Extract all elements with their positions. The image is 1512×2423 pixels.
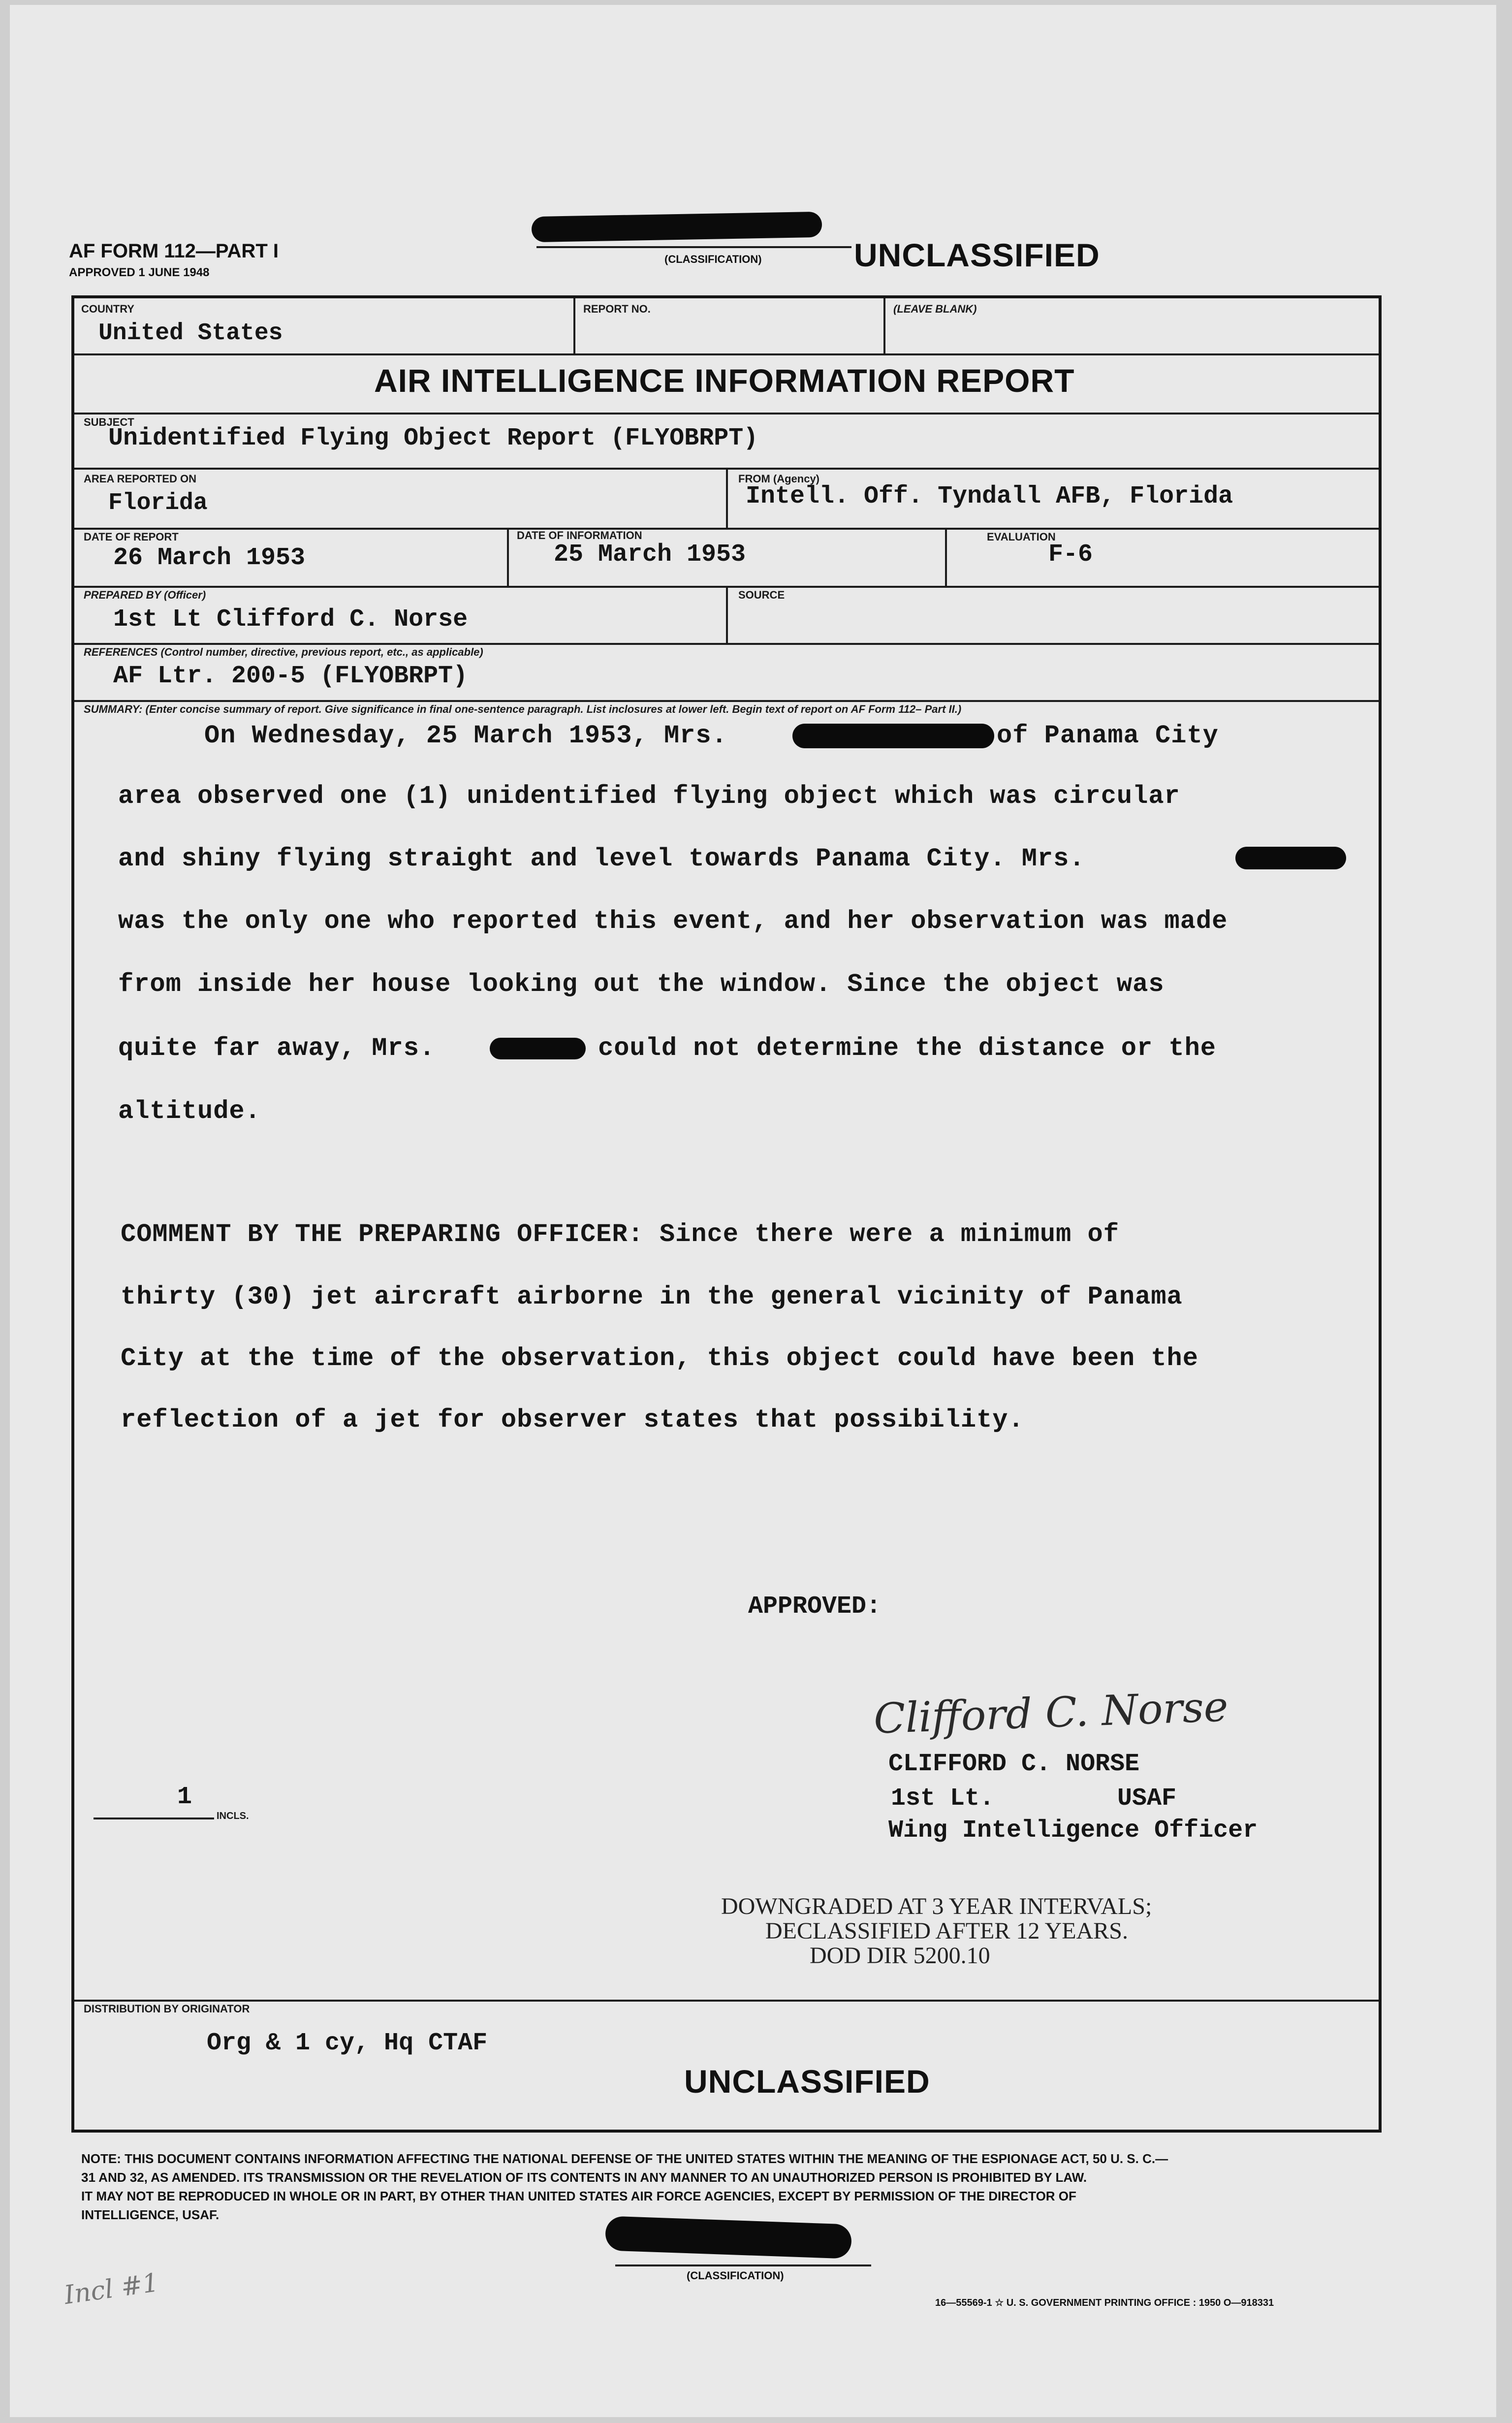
divider: [945, 528, 947, 586]
redaction-name: [792, 724, 994, 748]
redaction-classification-top: [532, 212, 822, 242]
distribution-value: Org & 1 cy, Hq CTAF: [207, 2029, 488, 2057]
evaluation-value: F-6: [1048, 541, 1093, 569]
date-report-label: DATE OF REPORT: [84, 531, 179, 543]
note-line: IT MAY NOT BE REPRODUCED IN WHOLE OR IN PART, BY OTHER THAN UNITED STATES AIR FORCE AGENCIES, EXCEPT BY PERMISSION OF THE DIRECTOR OF: [81, 2189, 1076, 2203]
comment-line: COMMENT BY THE PREPARING OFFICER: Since there were a minimum of: [121, 1220, 1119, 1249]
redaction-classification-bottom: [605, 2216, 852, 2259]
comment-line: reflection of a jet for observer states that possibility.: [121, 1405, 1024, 1435]
body-line: could not determine the distance or the: [598, 1034, 1216, 1063]
from-value: Intell. Off. Tyndall AFB, Florida: [746, 482, 1233, 510]
prepared-label: PREPARED BY (Officer): [84, 589, 206, 601]
comment-line: City at the time of the observation, this object could have been the: [121, 1344, 1198, 1373]
evaluation-label: EVALUATION: [987, 531, 1056, 543]
downgrade-line: DOD DIR 5200.10: [810, 1943, 990, 1969]
report-title: AIR INTELLIGENCE INFORMATION REPORT: [374, 362, 1075, 399]
distribution-label: DISTRIBUTION BY ORIGINATOR: [84, 2003, 250, 2015]
body-line: and shiny flying straight and level towards Panama City. Mrs.: [118, 844, 1085, 873]
officer-service: USAF: [1117, 1785, 1177, 1813]
form-id: AF FORM 112—PART I: [69, 240, 279, 262]
source-label: SOURCE: [738, 589, 785, 601]
divider: [74, 700, 1379, 702]
area-label: AREA REPORTED ON: [84, 473, 196, 485]
print-code: 16—55569-1 ☆ U. S. GOVERNMENT PRINTING OFFICE : 1950 O—918331: [935, 2297, 1274, 2308]
divider: [74, 528, 1379, 530]
divider: [726, 586, 728, 643]
date-report-value: 26 March 1953: [113, 544, 306, 572]
body-line: area observed one (1) unidentified flying object which was circular: [118, 782, 1180, 811]
divider: [573, 298, 575, 353]
body-line: quite far away, Mrs.: [118, 1034, 436, 1063]
references-value: AF Ltr. 200-5 (FLYOBRPT): [113, 662, 468, 690]
subject-value: Unidentified Flying Object Report (FLYOBRPT): [108, 424, 758, 452]
downgrade-line: DECLASSIFIED AFTER 12 YEARS.: [765, 1918, 1128, 1944]
inclosure-count: 1: [177, 1783, 192, 1811]
leave-blank-label: (LEAVE BLANK): [893, 303, 977, 315]
divider: [74, 353, 1379, 355]
note-line: INTELLIGENCE, USAF.: [81, 2207, 220, 2222]
officer-rank: 1st Lt.: [891, 1785, 995, 1813]
classification-line-top: [536, 246, 851, 248]
form-approved-date: APPROVED 1 JUNE 1948: [69, 266, 210, 279]
country-value: United States: [98, 320, 283, 347]
divider: [74, 2000, 1379, 2002]
classification-label-top: (CLASSIFICATION): [664, 253, 762, 265]
date-info-value: 25 March 1953: [554, 541, 746, 569]
comment-line: thirty (30) jet aircraft airborne in the general vicinity of Panama: [121, 1282, 1183, 1311]
divider: [74, 413, 1379, 414]
signature: Clifford C. Norse: [873, 1682, 1229, 1743]
area-value: Florida: [108, 490, 208, 516]
country-label: COUNTRY: [81, 303, 134, 315]
document-page: [10, 5, 1496, 2417]
divider: [883, 298, 885, 353]
report-no-label: REPORT NO.: [583, 303, 651, 315]
classification-top: UNCLASSIFIED: [854, 237, 1100, 273]
officer-title: Wing Intelligence Officer: [888, 1817, 1258, 1845]
approved-label: APPROVED:: [748, 1593, 882, 1621]
body-line: of Panama City: [997, 721, 1219, 750]
redaction-name: [490, 1038, 586, 1059]
officer-name: CLIFFORD C. NORSE: [888, 1750, 1140, 1778]
divider: [507, 528, 509, 586]
body-line: from inside her house looking out the window. Since the object was: [118, 970, 1165, 999]
summary-label: SUMMARY: (Enter concise summary of report. Give significance in final one-sentence paragraph. List inclosures at lower left. Begin text of report on AF Form 112– Part II.): [84, 703, 962, 715]
references-label: REFERENCES (Control number, directive, previous report, etc., as applicable): [84, 646, 483, 658]
divider: [74, 643, 1379, 645]
body-line: altitude.: [118, 1097, 261, 1126]
note-line: 31 AND 32, AS AMENDED. ITS TRANSMISSION OR THE REVELATION OF ITS CONTENTS IN ANY MANNER TO AN UNAUTHORIZED PERSON IS PROHIBITED BY LAW.: [81, 2170, 1087, 2185]
classification-label-bottom: (CLASSIFICATION): [687, 2269, 784, 2282]
prepared-value: 1st Lt Clifford C. Norse: [113, 606, 468, 634]
downgrade-line: DOWNGRADED AT 3 YEAR INTERVALS;: [721, 1893, 1152, 1919]
body-line: was the only one who reported this event, and her observation was made: [118, 907, 1228, 936]
handwritten-incl: Incl #1: [62, 2267, 161, 2311]
classification-bottom: UNCLASSIFIED: [684, 2063, 930, 2100]
inclosure-label: INCLS.: [217, 1811, 249, 1821]
subject-label: SUBJECT: [84, 416, 134, 428]
redaction-name: [1235, 847, 1346, 869]
from-label: FROM (Agency): [738, 473, 819, 485]
date-info-label: DATE OF INFORMATION: [517, 529, 642, 542]
note-line: NOTE: THIS DOCUMENT CONTAINS INFORMATION AFFECTING THE NATIONAL DEFENSE OF THE UNITED STATES WITHIN THE MEANING OF THE ESPIONAGE ACT, 50 U. S. C.—: [81, 2151, 1168, 2166]
classification-line-bottom: [615, 2264, 871, 2266]
inclosure-line: [94, 1817, 214, 1819]
divider: [726, 468, 728, 528]
body-line: On Wednesday, 25 March 1953, Mrs.: [204, 721, 727, 750]
